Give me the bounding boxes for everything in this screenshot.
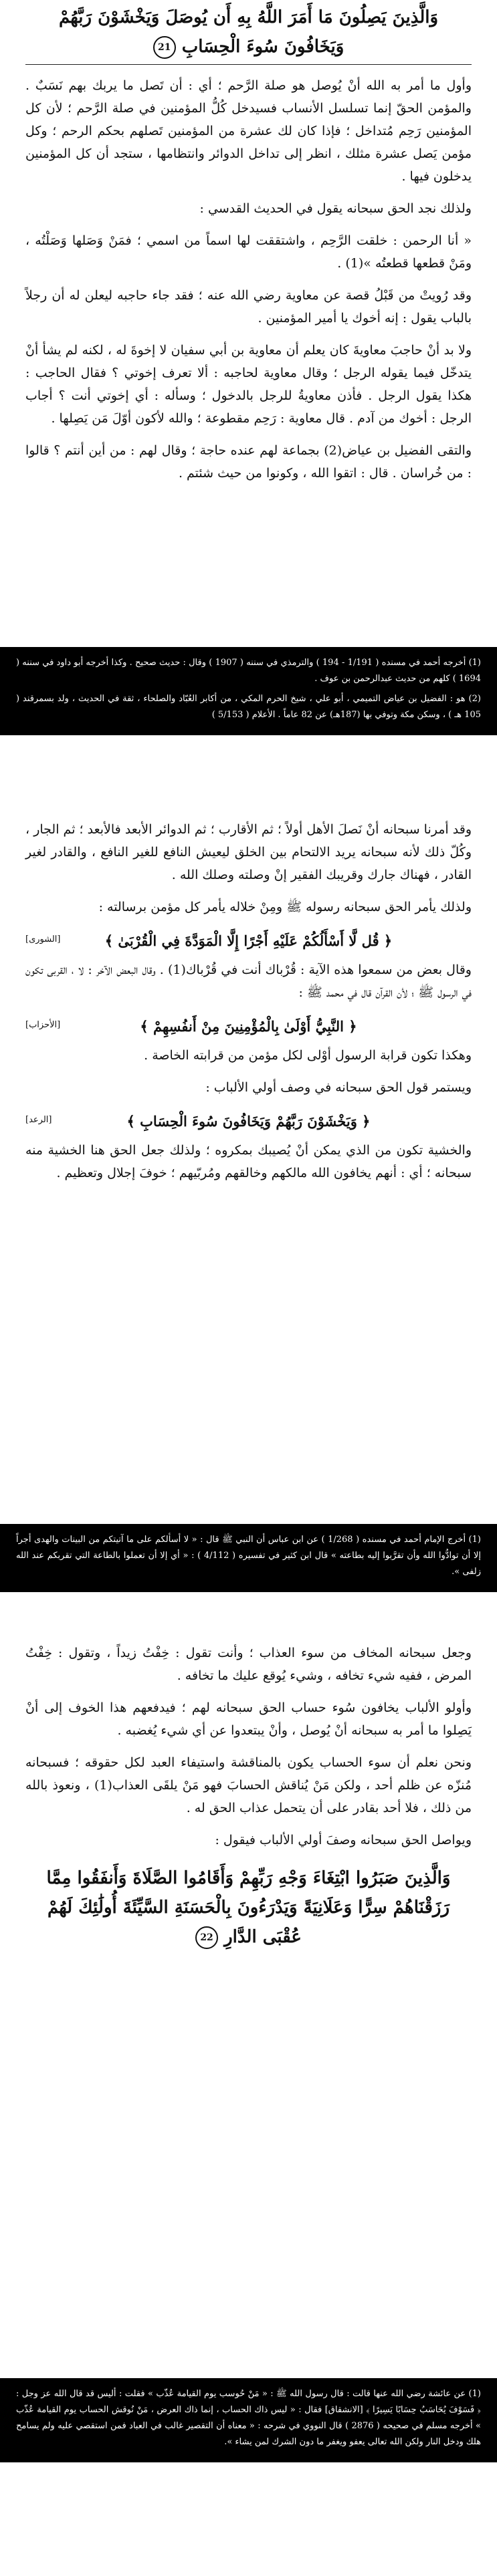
- paragraph: وأولو الألباب يخافون سُوء حساب الحق سبحانه لهم ؛ فيدفعهم هذا الخوف إلى أنْ يَصِلوا ما أمر به سبحانه أنْ يُوصل ، وأنْ يبتعدوا عن أي شيء يُغضبه .: [25, 1700, 472, 1738]
- paragraph: ويواصل الحق سبحانه وصفَ أولي الألباب فيقول :: [215, 1833, 472, 1847]
- paragraph: ولذلك نجد الحق سبحانه يقول في الحديث القدسي :: [199, 201, 472, 216]
- quran-quote: [25, 1108, 472, 1135]
- footnotes: [0, 1524, 497, 1592]
- paragraph: والخشية تكون من الذي يمكن أنْ يُصيبك بمكروه ؛ ولذلك جعل الحق هنا الخشية منه سبحانه ؛ أي : أنهم يخافون الله مالكهم وخالقهم ومُربّيهم ؛ خوفَ إجلال وتعظيم .: [25, 1143, 472, 1180]
- paragraph: وقد رُويتْ من قَبْلُ قصة عن معاوية رضي الله عنه ؛ فقد جاء حاجبه ليعلن له أن رجلاً بالباب يقول : إنه أخوك يا أمير المؤمنين .: [25, 288, 472, 326]
- paragraph: « أنا الرحمن : خلقت الرَّحِم ، واشتققت لها اسماً من اسمي ؛ فمَنْ وَصَلها وَصَلْتُه ، ومَنْ قطعها قطعتُه »(1) .: [25, 233, 472, 271]
- paragraph: وأول ما أمر به الله أنْ يُوصل هو صلة الرَّحم ؛ أي : أن تَصل ما يربك بهم نَسَبٌ . والمؤمن الحقّ إنما تسلسل الأنساب فسيدخل كُلُّ المؤمنين في صلة الرَّحم ؛ لأن كل المؤمنين رَحِم مُتداخل ؛ فإذا كان لك عشرة من المؤمنين تَصلهم بحكم الرحم ؛ وكل مؤمن يَصل عشرة مثلك ، انظر إلى تداخل الدوائر وانتظامها ، ستجد أن كل المؤمنين يدخلون فيها .: [25, 78, 472, 184]
- footnote: (1) أخرجه أحمد في مسنده ( 1/191 - 194 ) والترمذي في سننه ( 1907 ) وقال : حديث صحيح . وكذا أخرجه أبو داود في سننه ( 1694 ) كلهم من حديث عبدالرحمن بن عوف .: [16, 658, 481, 684]
- verse-number-marker: 22: [195, 1926, 218, 1949]
- quote-text: ﴿ قُل لَّا أَسْأَلُكُمْ عَلَيْهِ أَجْرًا إِلَّا الْمَوَدَّةَ فِي الْقُرْبَىٰ ﴾: [104, 932, 393, 949]
- quran-verse-header: [27, 0, 470, 61]
- paragraph: وقال بعض من سمعوا هذه الآية : قُرْباك أنت في قُرْباك(1) . وقال البعض الآخر : لا ، القربى تكون في الرسول ﷺ ؛ لأن القرآن قال في محمد ﷺ :: [25, 962, 472, 1000]
- surah-reference: [الرعد]: [25, 1115, 52, 1125]
- surah-reference: [الأحزاب]: [25, 1020, 61, 1030]
- quran-quote: [25, 1013, 472, 1040]
- body-text: [25, 1623, 472, 1851]
- body-text: [25, 958, 472, 1004]
- quote-text: ﴿ النَّبِيُّ أَوْلَىٰ بِالْمُؤْمِنِينَ مِنْ أَنفُسِهِمْ ﴾: [140, 1018, 357, 1035]
- paragraph: ونحن نعلم أن سوء الحساب يكون بالمناقشة واستيفاء العبد لكل حقوقه ؛ فسبحانه مُنزّه عن ظلم أحد ، ولكن مَنْ يُناقش الحسابَ فهو مَنْ يلقَى العذاب(1) ، ونعوذ بالله من ذلك ، فلا أحد بقادر على أن يتحمل عذاب الحق له .: [25, 1755, 472, 1815]
- footnote: (1) أخرج الإمام أحمد في مسنده ( 1/268 ) عن ابن عباس أن النبي ﷺ قال : « لا أسألكم على ما آتيتكم من البينات والهدى أجراً إلا أن توادُّوا الله وأن تقرَّبوا إليه بطاعته » قال ابن كثير في تفسيره ( 4/112 ) : « أي إلا أن تعملوا بالطاعة التي تقربكم عند الله زلفى ».: [16, 1535, 481, 1577]
- body-text: [25, 1139, 472, 1184]
- footnote: (1) عن عائشة رضي الله عنها قالت : قال رسول الله ﷺ : « مَنْ حُوسب يوم القيامة عُذّب » فقلت : أليس قد قال الله عز وجل : ﴿ فَسَوْفَ يُحَاسَبُ حِسَابًا يَسِيرًا ﴾ [الانشقاق] فقال : « ليس ذاك الحساب ، إنما ذاك العرض ، مَنْ نُوقش الحساب يوم القيامة عُذّب » أخرجه مسلم في صحيحه ( 2876 ) قال النووي في شرحه : « معناه أن التقصير غالب في العباد فمن استقصي عليه ولم يسامح هلك ودخل النار ولكن الله تعالى يعفو ويغفر ما دون الشرك لمن يشاء ».: [16, 2389, 481, 2447]
- body-text: [25, 802, 472, 918]
- footnotes: [0, 647, 497, 735]
- footnotes: [0, 2378, 497, 2462]
- verse-text: وَالَّذِينَ يَصِلُونَ مَا أَمَرَ اللَّهُ بِهِ أَن يُوصَلَ وَيَخْشَوْنَ رَبَّهُمْ وَيَخَافُونَ سُوءَ الْحِسَابِ: [58, 7, 439, 57]
- footnote: (2) هو : الفضيل بن عياض التميمي ، أبو علي ، شيخ الحرم المكي ، من أكابر العُبّاد والصلحاء ، ثقة في الحديث ، ولد بسمرقند ( 105 هـ ) ، وسكن مكة وتوفي بها (187هـ) عن 82 عاماً . الأعلام ( 5/153 ): [16, 694, 481, 720]
- paragraph: ولذلك يأمر الحق سبحانه رسوله ﷺ ومِنْ خلاله يأمر كل مؤمن برسالته :: [98, 900, 472, 914]
- verse-text: وَالَّذِينَ صَبَرُوا ابْتِغَاءَ وَجْهِ رَبِّهِمْ وَأَقَامُوا الصَّلَاةَ وَأَنفَقُوا مِمَّا رَزَقْنَاهُمْ سِرًّا وَعَلَانِيَةً وَيَدْرَءُونَ بِالْحَسَنَةِ السَّيِّئَةَ أُولَٰئِكَ لَهُمْ عُقْبَى الدَّارِ: [46, 1868, 451, 1947]
- page-2: [0, 802, 497, 1623]
- divider: [25, 64, 472, 65]
- page-1: [0, 0, 497, 802]
- paragraph: ولا بد أنْ حاجبَ معاويةَ كان يعلم أن معاوية بن أبي سفيان لا إخوةَ له ، لكنه لم يشأ أنْ يتدخّل فيما يقوله الرجل ؛ وقال معاوية لحاجبه : ألا تعرف إخوتي ؟ فقال الحاجب : هكذا يقول الرجل . فأذن معاويةُ للرجل بالدخول ؛ وسأله : أي إخوتي أنت ؟ أجاب الرجل : أخوك من آدم . قال معاوية : رَحِم مقطوعة ؛ والله لأكون أوّلَ مَن يَصِلها .: [25, 343, 472, 426]
- verse-number-marker: 21: [153, 36, 176, 59]
- quran-quote: [25, 928, 472, 954]
- body-text: [25, 74, 472, 485]
- page-3: [0, 1623, 497, 2576]
- paragraph: وهكذا تكون قرابة الرسول أوْلى لكل مؤمن من قرابته الخاصة .: [144, 1048, 472, 1063]
- paragraph: والتقى الفضيل بن عياض(2) بجماعة لهم عنده حاجة ؛ وقال لهم : من أين أنتم ؟ قالوا : من خُراسان . قال : اتقوا الله ، وكونوا من حيث شئتم .: [25, 443, 472, 481]
- quote-text: ﴿ وَيَخْشَوْنَ رَبَّهُمْ وَيَخَافُونَ سُوءَ الْحِسَابِ ﴾: [126, 1113, 371, 1130]
- quran-verse-block: [27, 1861, 470, 1952]
- paragraph: وجعل سبحانه المخاف من سوء العذاب ؛ وأنت تقول : خِفْتُ زيداً ، وتقول : خِفْتُ المرض ، ففيه شيء تخافه ، وشيء يُوقع عليك ما تخافه .: [25, 1646, 472, 1683]
- surah-reference: [الشورى]: [25, 934, 61, 944]
- paragraph: وقد أمرنا سبحانه أنْ نَصلَ الأهل أولاً ؛ ثم الأقارب ؛ ثم الدوائر الأبعد فالأبعد ؛ ثم الجار ، وكُلّ ذلك لأنه سبحانه يريد الالتحام بين الخلق ليعيش النافع للغير النافع ، والقادر لغير القادر ، فهناك جارك وقريبك الفقير إنْ وصلته وصلك الله .: [25, 822, 472, 882]
- paragraph: ويستمر قول الحق سبحانه في وصف أولي الألباب :: [205, 1080, 472, 1095]
- body-text: [25, 1044, 472, 1099]
